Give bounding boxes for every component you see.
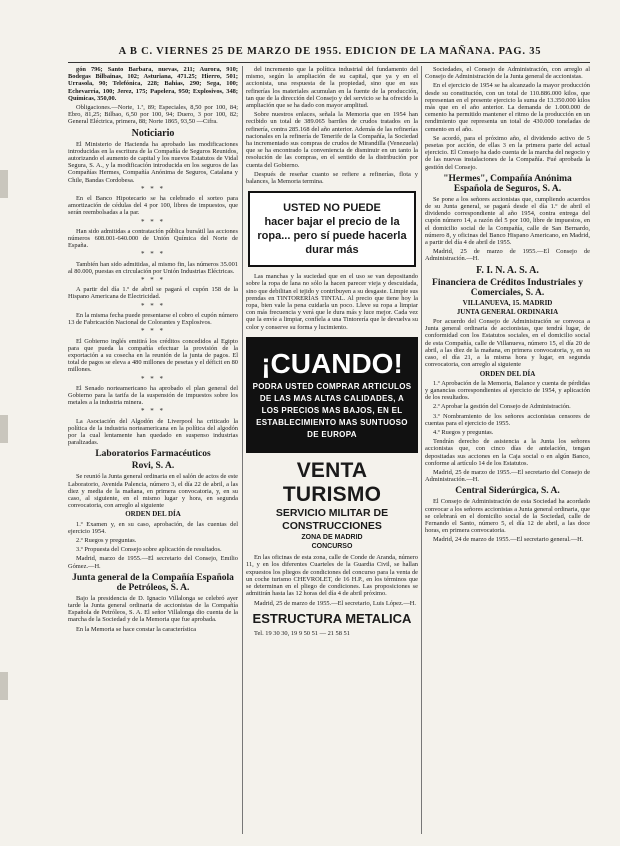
notice-paragraph: Madrid, marzo de 1955.—El secretario del Consejo, Emilio Gómez.—H. xyxy=(68,555,238,570)
notice-subheadline: SERVICIO MILITAR DE CONSTRUCCIONES xyxy=(275,506,389,532)
notice-paragraph: Madrid, 25 de marzo de 1955.—El Consejo de Administración.—H. xyxy=(425,248,590,263)
bond-quotes: Obligaciones.—Norte, 1.ª, 89; Especiales, 8,50 por 100, 84; Ebro, 81,25; Bilbao, 6,50 por 100, 94; Duero, 3 por 100, 82; General Eléctrica, primera, 88; Norte 1865, 93,50 —Cifra. xyxy=(68,104,238,126)
separator: * * * xyxy=(141,184,165,193)
news-paragraph: A partir del día 1.º de abril se pagará el cupón 158 de la Hispano Americana de Electricidad. xyxy=(68,286,238,301)
notice-zone: ZONA DE MADRID xyxy=(301,533,363,541)
notice-paragraph: 3.º Propuesta del Consejo sobre aplicación de resultados. xyxy=(76,546,222,554)
separator: * * * xyxy=(141,327,165,336)
notice-paragraph: 2.º Aprobar la gestión del Consejo de Administración. xyxy=(433,403,571,411)
notice-headline: VENTA TURISMO xyxy=(282,458,382,506)
notice-paragraph: Por acuerdo del Consejo de Administración se convoca a Junta general ordinaria de accionistas, que tendrá lugar, de conformidad con los Estatutos sociales, en el domicilio social de esta Compañía, calle de Villanueva, número 15, el día 20 de abril, a las diez de la mañana, en primera convocatoria, y, en su caso, el día 21, a la misma hora y lugar, en segunda convocatoria, con arreglo al siguiente xyxy=(425,318,590,369)
column-1 xyxy=(68,66,238,836)
stock-quotes: gón 796; Santo Barbara, nuevas, 211; Aurora, 910; Bodegas Bilbainas, 102; Asturiana, 471.25; Hierro, 501; Urrasola, 90; Telefónica, 228; Bahias, 290; Sega, 100; Echevarría, 100; Jerez, 175; Papelera, 950; Explosivos, 348; Químicas, 350,00. xyxy=(68,66,238,102)
article-paragraph: Sociedades, el Consejo de Administración, con arreglo al Consejo de Administración de la Junta general de accionistas. xyxy=(425,66,590,81)
article-paragraph: del incremento que la política industrial del fundamento del mismo, según la ampliación de su capital, que ya y en el accionista, una respuesta de la propiedad, sino que en sus refinerías los materiales acumulan en la fuente de la producción, tan que de la dirección del Consejo y del servicio se ha ofrecido la ampliación que se ha dado con mayor amplitud. xyxy=(246,66,418,110)
article-paragraph: Se acordó, para el próximo año, el dividendo activo de 5 pesetas por acción, de ellas 3 en la primera parte del actual ejercicio. El Consejo ha dado cuenta de la marcha del negocio y de las nuevas instalaciones de la Compañía. Fué aprobada la gestión del Consejo. xyxy=(425,134,590,171)
noticiario-heading: Noticiario xyxy=(131,127,175,139)
ad-body: Las manchas y la suciedad que en el uso se van depositando sobre la ropa de lana no sólo la hacen parecer vieja y descuidada, sino que debilitan el tejido y contribuyen a su desgaste. Limpie sus prendas en TINTORERÍAS TINTAL. Al precio que tiene hoy la ropa, bien vale la pena cuidarla un poco. Lleve su ropa a limpiar con más frecuencia y verá que le dura más y luce mejor. Cada vez que la envíe a limpiar, confíela a una Tintorería que le devuelva su color y conserve su forma y lucimiento. xyxy=(246,273,418,331)
notice-paragraph: 3.º Nombramiento de los señores accionistas censores de cuentas para el ejercicio de 1955. xyxy=(425,412,590,427)
article-paragraph: En la Memoria se hace constar la característica xyxy=(76,625,197,633)
column-3 xyxy=(425,66,590,836)
finasa-subheading: Financiera de Créditos Industriales y Comerciales, S. A. xyxy=(432,277,583,298)
ad-headline: ¡CUANDO! xyxy=(261,347,403,379)
ad-headline: USTED NO PUEDE xyxy=(283,202,381,215)
news-paragraph: El Senado norteamericano ha aprobado el plan general del Gobierno para la tarifa de la suspensión de impuestos sobre los metales a la industria minera. xyxy=(68,384,238,407)
orden-heading: ORDEN DEL DÍA xyxy=(479,369,536,378)
news-paragraph: El Ministerio de Hacienda ha aprobado las modificaciones introducidas en la escritura de la Compañía de Seguros Reunidos, autorizando el aumento de capital y los nuevos Estatutos de Vidal Segura, S. A., y la modificación introducida en los seguros de las Compañías Hermes, Compañía Anónima de Seguros, Catalana y Chile, Bandas Cordobesa. xyxy=(68,140,238,184)
separator: * * * xyxy=(141,301,165,310)
separator: * * * xyxy=(141,217,165,226)
laboratorios-subheading: Rovi, S. A. xyxy=(131,461,175,472)
estructura-metalica-ad xyxy=(246,611,418,626)
notice-paragraph: 1.º Examen y, en su caso, aprobación, de las cuentas del ejercicio 1954. xyxy=(68,520,238,535)
notice-paragraph: Se reunió la Junta general ordinaria en el salón de actos de este Laboratorio, Avenida Palencia, número 3, el día 22 de abril, a las diez y media de la mañana, en primera convocatoria, y, en su caso, al siguiente, en el mismo lugar y hora, en segunda convocatoria, con arreglo al siguiente xyxy=(68,473,238,510)
separator: * * * xyxy=(141,407,165,416)
article-paragraph: Bajo la presidencia de D. Ignacio Villalonga se celebró ayer tarde la Junta general ordinaria de accionistas de la Compañía Española de Petróleos, S. A. El señor Villalonga dio cuenta de la marcha de la Sociedad y de la Memoria que fue aprobada. xyxy=(68,594,238,624)
article-paragraph: Sobre nuestros enlaces, señala la Memoria que en 1954 han recibido un total de 389.065 barriles de crudos tratados en la refinería, contra 285.168 del año anterior. Además de las refinerías nacionales en la refinería de Tenerife de la Compañía, la Sociedad ha incrementado sus compras de crudos de Mirandilla (Venezuela) que se ha encontrado la conveniencia de disminuir en un tanto la resolución de las compras, en el sentido de la distribución por cuenta del Gobierno. xyxy=(246,111,418,169)
separator: * * * xyxy=(141,276,165,285)
notice-paragraph: 4.º Ruegos y preguntas. xyxy=(433,428,494,436)
ad-headline: ESTRUCTURA METALICA xyxy=(252,610,412,626)
finasa-address: VILLANUEVA, 15. MADRID xyxy=(462,298,553,307)
article-paragraph: Después de reseñar cuanto se refiere a refinerías, flota y balances, la Memoria termina. xyxy=(246,170,418,186)
cuando-ad xyxy=(246,337,418,453)
notice-paragraph: Madrid, 25 de marzo de 1955.—El secretario del Consejo de Administración.—H. xyxy=(425,468,590,484)
column-divider xyxy=(421,66,422,834)
venta-turismo-notice xyxy=(246,459,418,550)
laboratorios-heading: Laboratorios Farmacéuticos xyxy=(95,449,211,460)
news-paragraph: El Gobierno inglés emitirá los créditos concedidos al Egipto para que pueda la compañía efectuar la provisión de la exportación a su cosecha en la reunión de la junta de pagos. El total de pagos se eleva a 480 millones de pesetas y el déficit en 80 millones. xyxy=(68,337,238,374)
news-paragraph: También han sido admitidas, al mismo fin, las números 35.001 al 80.000, puestas en circulación por Unión Industrias Eléctricas. xyxy=(68,260,238,275)
notice-paragraph: Se pone a los señores accionistas que, cumpliendo acuerdos de su Junta general, se pagará desde el día 1.º de abril el dividendo correspondiente al año 1954, contra entrega del cupón número 14, a razón del 5 por 100, libre de impuestos, en el domicilio social de la Compañía, calle de San Bernardo, número 8, y oficinas del Banco Hispano Americano, en Madrid, a partir del día 4 de abril de 1955. xyxy=(425,195,590,247)
page-header: A B C. VIERNES 25 DE MARZO DE 1955. EDICION DE LA MAÑANA. PAG. 35 xyxy=(118,46,542,57)
column-2 xyxy=(246,66,418,836)
finasa-heading: F. I. N. A. S. A. xyxy=(476,264,539,276)
news-paragraph: La Asociación del Algodón de Liverpool ha criticado la política de la industria norteamericana en la política del algodón por la cual lentamente han quedado en suspenso industrias paralizadas. xyxy=(68,417,238,447)
news-paragraph: En el Banco Hipotecario se ha celebrado el sorteo para amortización de cédulas del 4 por 100, libres de impuestos, que serán reembolsadas a la par. xyxy=(68,195,238,217)
separator: * * * xyxy=(141,250,165,259)
scan-edge-mark xyxy=(0,672,8,700)
notice-paragraph: Madrid, 25 de marzo de 1955.—El secretario, Luis López.—H. xyxy=(254,599,417,607)
scan-edge-mark xyxy=(0,170,8,198)
notice-concurso: CONCURSO xyxy=(311,543,353,551)
ad-tagline: PODRA USTED COMPRAR ARTICULOS DE LAS MAS ALTAS CALIDADES, A LOS PRECIOS MAS BAJOS, EN EL ESTABLECIMIENTO MAS SUNTUOSO DE EUROPA xyxy=(252,381,412,439)
header-rule xyxy=(68,62,590,63)
article-paragraph: En el ejercicio de 1954 se ha alcanzado la mayor producción desde su constitución, con un total de 110.886.000 kilos, que representan en el presente ejercicio la suma de 13.350.000 kilos más que en el año anterior. La demanda de 1.000.000 de cemento ha permitido mantener el ritmo de la producción en un rendimiento que representa un total de 430.000 toneladas de cemento en el año. xyxy=(425,82,590,133)
junta-heading: Junta general de la Compañía Española de Petróleos, S. A. xyxy=(72,572,234,593)
news-paragraph: Han sido admitidas a contratación pública bursátil las acciones números 608.001-640.000 de Unión Química del Norte de España. xyxy=(68,227,238,250)
hermes-heading: "Hermes", Compañía Anónima Española de Seguros, S. A. xyxy=(443,173,572,194)
notice-paragraph: 2.º Ruegos y preguntas. xyxy=(76,536,137,544)
orden-heading: ORDEN DEL DÍA xyxy=(125,510,181,519)
central-siderurgica-heading: Central Siderúrgica, S. A. xyxy=(455,486,560,497)
notice-paragraph: El Consejo de Administración de esta Sociedad ha acordado convocar a los señores accionistas a Junta general ordinaria, que se celebrará en el domicilio social de la Sociedad, calle de Fernando el Santo, número 5, el día 12 de abril, a las doce horas, en primera convocatoria. xyxy=(425,498,590,535)
notice-paragraph: Tendrán derecho de asistencia a la Junta los señores accionistas que, con cinco días de antelación, tengan depositadas sus acciones en la Caja social o en algún Banco, conforme al artículo 14 de los Estatutos. xyxy=(425,438,590,467)
ad-contact: Tel. 19 30 30, 19 9 50 51 — 21 58 51 xyxy=(254,629,350,637)
notice-paragraph: Madrid, 24 de marzo de 1955.—El secretario general.—H. xyxy=(433,536,584,544)
separator: * * * xyxy=(141,374,165,383)
notice-paragraph: 1.º Aprobación de la Memoria, Balance y cuenta de pérdidas y ganancias correspondientes al ejercicio de 1954, y aplicación de los resultados. xyxy=(425,379,590,402)
scan-edge-mark xyxy=(0,415,8,443)
tintoreria-ad xyxy=(248,191,416,267)
notice-paragraph: En las oficinas de esta zona, calle de Conde de Aranda, número 11, y en los diferentes Cuarteles de la Guardia Civil, se hallan expuestos los pliegos de condiciones del concurso para la venta de un coche turismo CHEVROLET, de 16 H.P., en los términos que se determinan en el pliego de condiciones. Las proposiciones se admitirán hasta las 12 horas del día 4 de abril próximo. xyxy=(246,554,418,598)
column-divider xyxy=(242,66,243,834)
ad-tagline: hacer bajar el precio de la ropa... pero sí puede hacerla durar más xyxy=(257,216,407,257)
news-paragraph: En la misma fecha puede presentarse el cobro el cupón número 13 de Fabricación Nacional de Colorantes y Explosivos. xyxy=(68,311,238,327)
junta-ordinaria-heading: JUNTA GENERAL ORDINARIA xyxy=(456,307,559,316)
